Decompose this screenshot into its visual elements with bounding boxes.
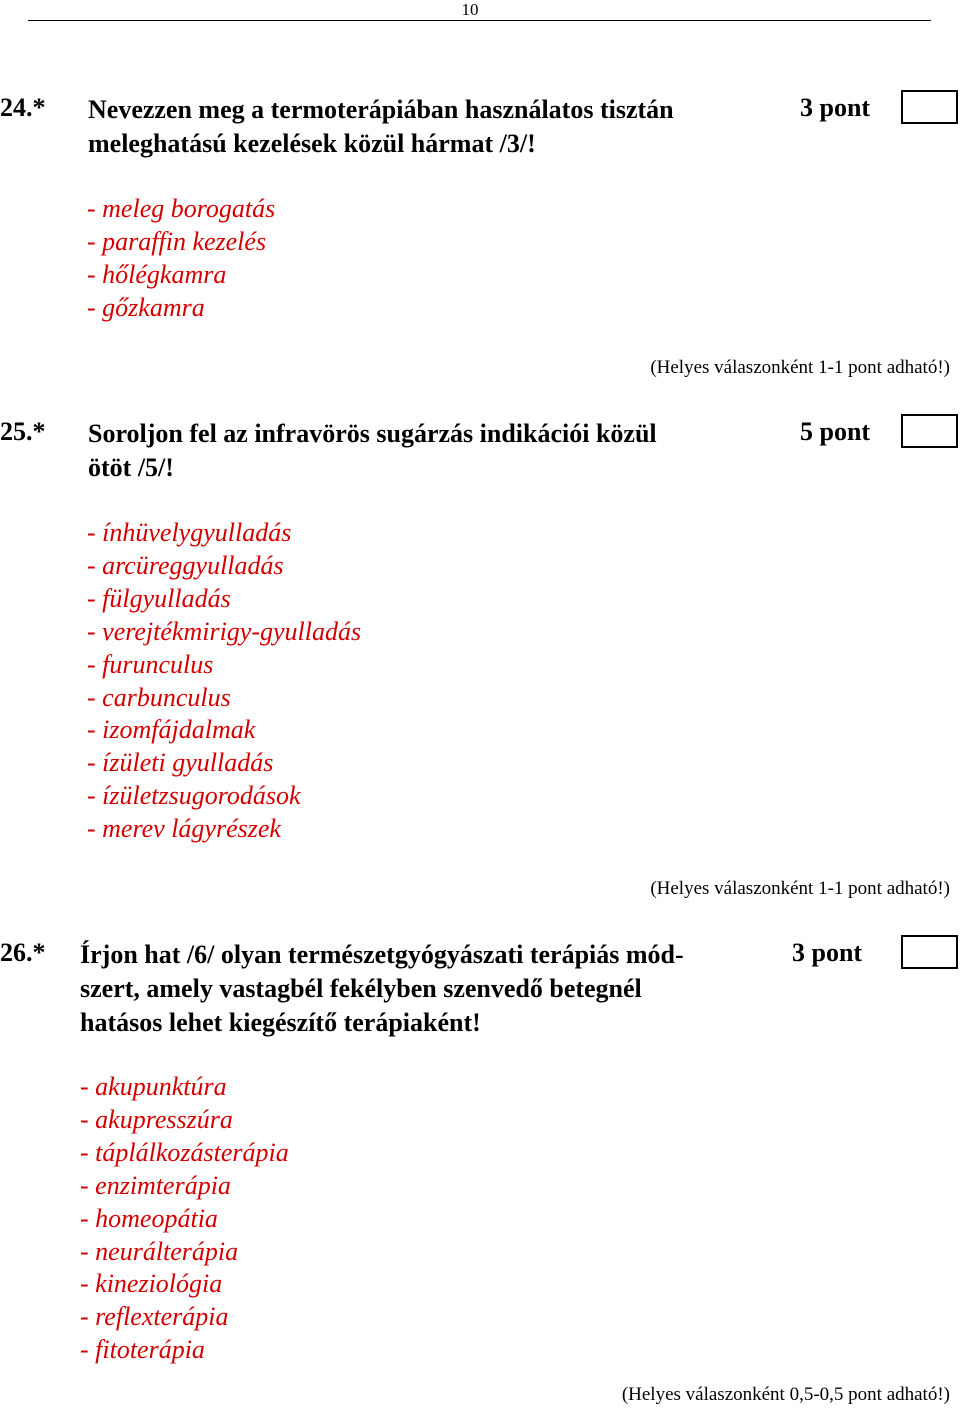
list-item: - akupresszúra [80, 1104, 233, 1134]
list-item: - furunculus [87, 649, 214, 679]
list-item: - homeopátia [80, 1203, 218, 1233]
list-item: - fülgyulladás [87, 583, 231, 613]
list-item: - táplálkozásterápia [80, 1137, 289, 1167]
score-box[interactable] [901, 935, 958, 969]
question-text [88, 417, 657, 485]
list-item: - izomfájdalmak [87, 715, 256, 745]
list-item: - kineziológia [80, 1269, 223, 1299]
points-label: 5 pont [800, 417, 871, 446]
list-item: - fitoterápia [80, 1335, 205, 1365]
question-line: meleghatású kezelések közül hármat /3/! [88, 129, 536, 158]
list-item: - hőlégkamra [87, 259, 227, 289]
list-item: - gőzkamra [87, 292, 205, 322]
answer-list [87, 517, 361, 846]
list-item: - verejtékmirigy-gyulladás [87, 616, 362, 646]
scoring-note: (Helyes válaszonként 1-1 pont adható!) [650, 357, 950, 378]
list-item: - ízületzsugorodások [87, 781, 301, 811]
question-number: 25.* [0, 417, 46, 446]
question-line: ötöt /5/! [88, 453, 174, 482]
list-item: - enzimterápia [80, 1170, 231, 1200]
question-number: 24.* [0, 93, 46, 122]
question-line: Nevezzen meg a termoterápiában használatos tisztán [88, 95, 674, 124]
scoring-note: (Helyes válaszonként 0,5-0,5 pont adható!) [621, 1384, 950, 1405]
question-number: 26.* [0, 938, 46, 967]
question-line: Írjon hat /6/ olyan természetgyógyászati terápiás mód- [80, 940, 684, 969]
list-item: - merev lágyrészek [87, 814, 281, 844]
page-number: 10 [461, 0, 479, 19]
question-text [88, 93, 674, 161]
answer-list [80, 1071, 289, 1367]
list-item: - ínhüvelygyulladás [87, 518, 292, 547]
question-line: hatásos lehet kiegészítő terápiaként! [80, 1008, 481, 1037]
list-item: - akupunktúra [80, 1072, 227, 1101]
answer-list [87, 193, 275, 325]
list-item: - reflexterápia [80, 1302, 229, 1332]
points-label: 3 pont [800, 93, 871, 122]
points-label: 3 pont [792, 938, 863, 967]
list-item: - arcüreggyulladás [87, 550, 284, 580]
list-item: - paraffin kezelés [87, 226, 267, 256]
scoring-note: (Helyes válaszonként 1-1 pont adható!) [650, 878, 950, 899]
list-item: - neurálterápia [80, 1236, 239, 1266]
question-line: szert, amely vastagbél fekélyben szenvedő betegnél [80, 974, 642, 1003]
list-item: - carbunculus [87, 682, 231, 712]
header-rule [28, 20, 931, 21]
list-item: - meleg borogatás [87, 194, 276, 223]
score-box[interactable] [901, 414, 958, 448]
question-text [80, 938, 684, 1040]
score-box[interactable] [901, 90, 958, 124]
list-item: - ízületi gyulladás [87, 748, 274, 778]
question-line: Soroljon fel az infravörös sugárzás indikációi közül [88, 419, 657, 448]
